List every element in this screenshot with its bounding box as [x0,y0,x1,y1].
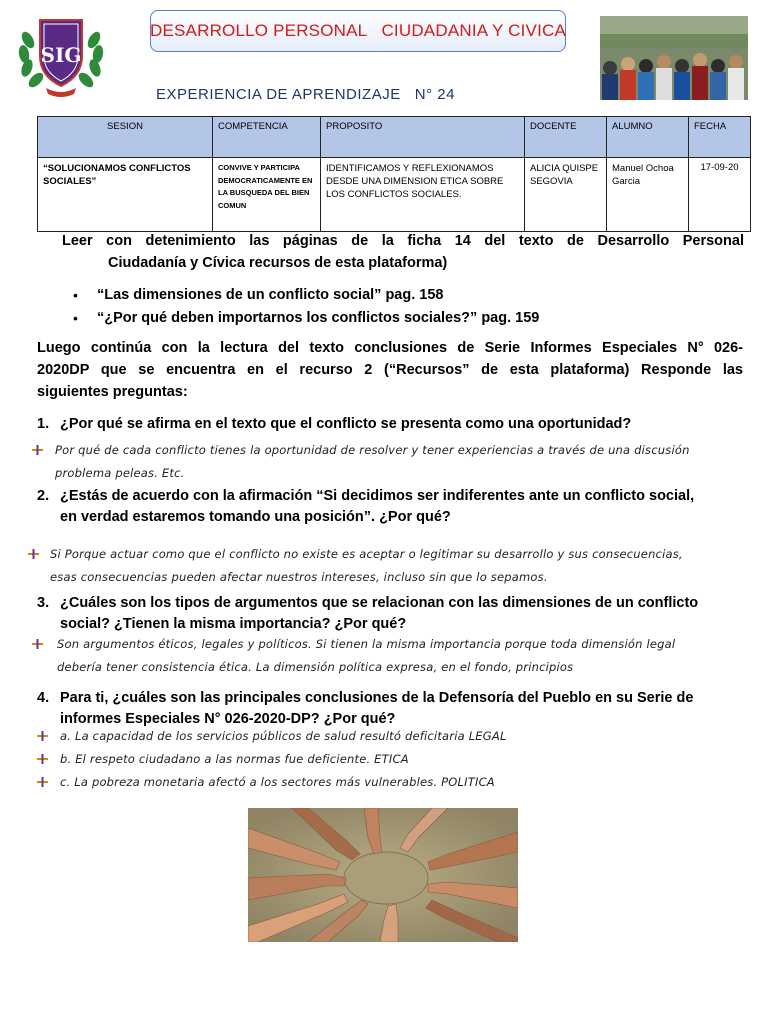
bullet-item: “Las dimensiones de un conflicto social” pag. 158 [97,287,444,303]
question-4-text-line-2: informes Especiales N° 026-2020-DP? ¿Por qué? [60,711,396,727]
document-title: DESARROLLO PERSONAL CIUDADANIA Y CIVICA [150,21,567,40]
bullet-dot: • [73,310,78,326]
answer-4-item-b: b. El respeto ciudadano a las normas fue deficiente. ETICA [60,752,409,766]
question-4-text-line-1: Para ti, ¿cuáles son las principales conclusiones de la Defensoría del Pueblo en su Serie de [60,690,694,706]
answer-marker-icon [32,639,43,649]
cell-sesion: “SOLUCIONAMOS CONFLICTOS SOCIALES” [38,158,213,232]
instruction-line-2: 2020DP que se encuentra en el recurso 2 (“Recursos” de esta plataforma) Responde las [37,362,743,378]
cell-proposito: IDENTIFICAMOS Y REFLEXIONAMOS DESDE UNA DIMENSION ETICA SOBRE LOS CONFLICTOS SOCIALES. [321,158,525,232]
answer-marker-icon [37,731,48,741]
intro-line-2: Ciudadanía y Cívica recursos de esta plataforma) [108,255,448,271]
header-fecha: FECHA [689,117,751,158]
school-logo [14,10,108,98]
header-docente: DOCENTE [525,117,607,158]
question-3-number: 3. [37,595,50,611]
cell-alumno: Manuel Ochoa Garcia [607,158,689,232]
answer-4-item-c: c. La pobreza monetaria afectó a los sectores más vulnerables. POLITICA [60,775,495,789]
bullet-dot: • [73,287,78,303]
header-alumno: ALUMNO [607,117,689,158]
answer-2-line-2: esas consecuencias pueden afectar nuestros intereses, incluso sin que lo sepamos. [50,570,548,584]
answer-marker-icon [28,549,39,559]
question-1-text: ¿Por qué se afirma en el texto que el conflicto se presenta como una oportunidad? [60,416,632,432]
instruction-line-3: siguientes preguntas: [37,384,188,400]
answer-marker-icon [37,754,48,764]
answer-1-line-1: Por qué de cada conflicto tienes la oportunidad de resolver y tener experiencias a través de una discusión [55,443,690,457]
header-sesion: SESION [38,117,213,158]
answer-marker-icon [37,777,48,787]
crowd-photo [600,16,748,100]
cell-docente: ALICIA QUISPE SEGOVIA [525,158,607,232]
subtitle: EXPERIENCIA DE APRENDIZAJE N° 24 [156,86,455,103]
header-competencia: COMPETENCIA [213,117,321,158]
answer-2-line-1: Si Porque actuar como que el conflicto no existe es aceptar o legitimar su desarrollo y sus consecuencias, [50,547,683,561]
question-2-text-line-1: ¿Estás de acuerdo con la afirmación “Si decidimos ser indiferentes ante un conflicto social, [60,488,695,504]
cell-competencia: CONVIVE Y PARTICIPA DEMOCRATICAMENTE EN LA BUSQUEDA DEL BIEN COMUN [213,158,321,232]
question-3-text-line-1: ¿Cuáles son los tipos de argumentos que se relacionan con las dimensiones de un conflicto [60,595,699,611]
question-3-text-line-2: social? ¿Tienen la misma importancia? ¿Por qué? [60,616,407,632]
question-2-number: 2. [37,488,50,504]
title-box [150,10,566,52]
question-4-number: 4. [37,690,50,706]
table-header-row [38,117,751,158]
intro-line-1: Leer con detenimiento las páginas de la ficha 14 del texto de Desarrollo Personal [62,233,744,249]
bullet-item: “¿Por qué deben importarnos los conflictos sociales?” pag. 159 [97,310,540,326]
cell-fecha: 17-09-20 [689,158,751,232]
session-info-table [37,116,751,232]
question-2-text-line-2: en verdad estaremos tomando una posición”. ¿Por qué? [60,509,451,525]
logo-text: SIG [40,43,82,67]
header-proposito: PROPOSITO [321,117,525,158]
answer-3-line-1: Son argumentos éticos, legales y políticos. Si tienen la misma importancia porque toda dimensión legal [57,637,676,651]
hands-circle-photo [248,808,518,942]
answer-3-line-2: debería tener consistencia ética. La dimensión política expresa, en el fondo, principios [57,660,574,674]
answer-1-line-2: problema peleas. Etc. [55,466,185,480]
question-1-number: 1. [37,416,50,432]
answer-4-item-a: a. La capacidad de los servicios públicos de salud resultó deficitaria LEGAL [60,729,507,743]
table-row [38,158,751,232]
answer-marker-icon [32,445,43,455]
instruction-line-1: Luego continúa con la lectura del texto conclusiones de Serie Informes Especiales N° 026- [37,340,743,356]
